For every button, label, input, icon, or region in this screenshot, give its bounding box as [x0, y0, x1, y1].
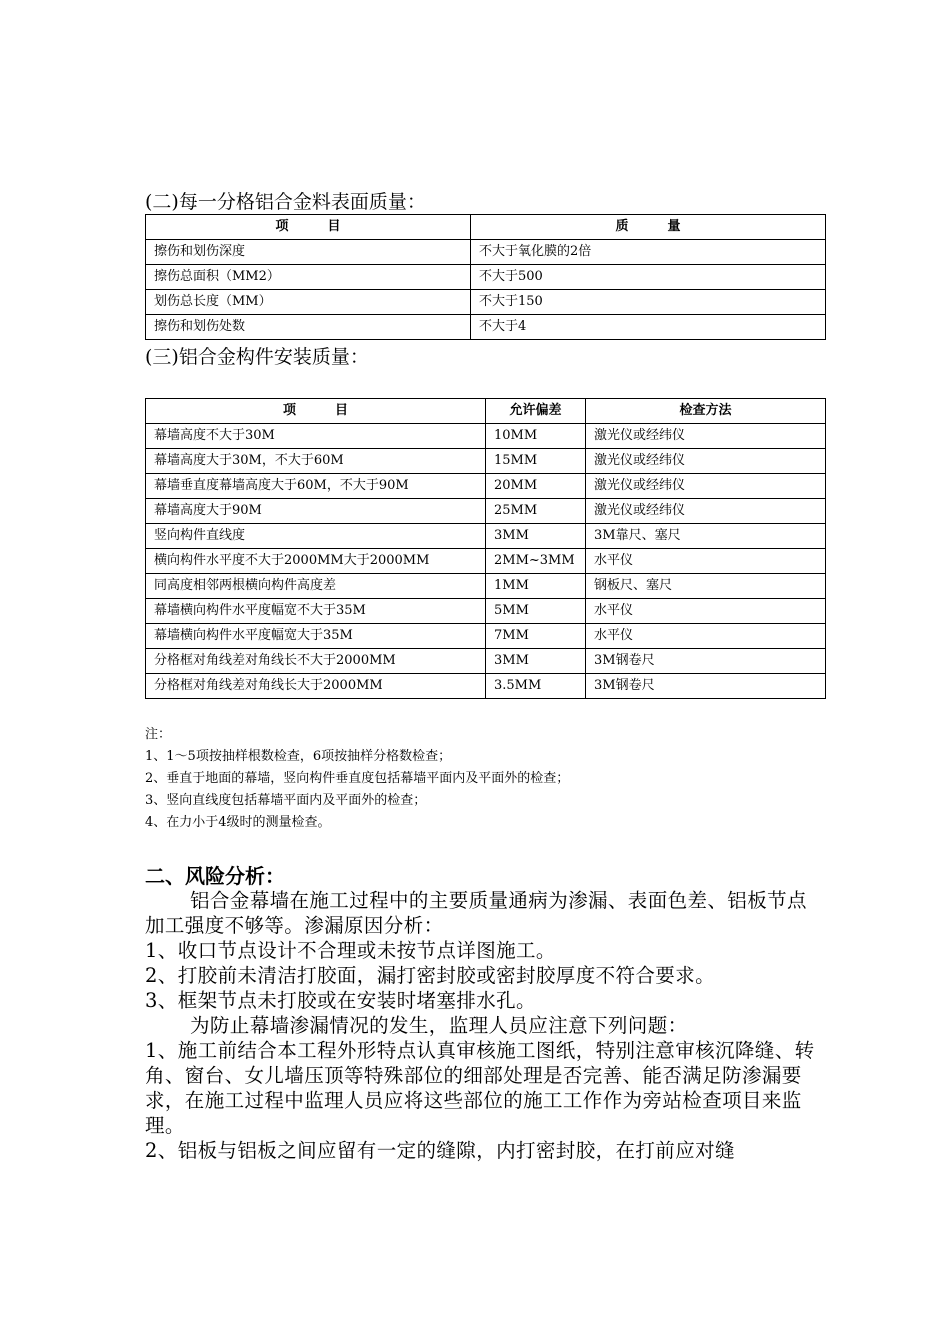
- section-2-title: (二)每一分格铝合金料表面质量：: [145, 191, 426, 213]
- method-cell: 水平仪: [586, 599, 826, 624]
- tolerance-cell: 25MM: [486, 499, 586, 524]
- column-header-tolerance: 允许偏差: [486, 399, 586, 424]
- method-cell: 钢板尺、塞尺: [586, 574, 826, 599]
- paragraph: 1、收口节点设计不合理或未按节点详图施工。: [145, 939, 556, 962]
- column-header-method: 检查方法: [586, 399, 826, 424]
- tolerance-cell: 10MM: [486, 424, 586, 449]
- quality-cell: 不大于150: [471, 290, 826, 315]
- tolerance-cell: 7MM: [486, 624, 586, 649]
- quality-cell: 不大于4: [471, 315, 826, 340]
- column-header-quality: 质 量: [471, 215, 826, 240]
- method-cell: 激光仪或经纬仪: [586, 424, 826, 449]
- paragraph: 3、框架节点未打胶或在安装时堵塞排水孔。: [145, 989, 536, 1012]
- table-row: [146, 624, 826, 649]
- table-row: [146, 449, 826, 474]
- risk-analysis-body: [145, 888, 825, 1163]
- column-header-item: 项 目: [146, 215, 471, 240]
- item-cell: 划伤总长度（MM）: [146, 290, 471, 315]
- method-cell: 3M钢卷尺: [586, 649, 826, 674]
- table-header-row: [146, 215, 826, 240]
- method-cell: 水平仪: [586, 549, 826, 574]
- method-cell: 激光仪或经纬仪: [586, 474, 826, 499]
- paragraph: 铝合金幕墙在施工过程中的主要质量通病为渗漏、表面色差、铝板节点加工强度不够等。渗漏原因分析：: [145, 889, 807, 937]
- table-row: [146, 599, 826, 624]
- note-item: 1、1～5项按抽样根数检查，6项按抽样分格数检查；: [145, 749, 452, 764]
- table-row: [146, 265, 826, 290]
- item-cell: 擦伤总面积（MM2）: [146, 265, 471, 290]
- paragraph: 2、铝板与铝板之间应留有一定的缝隙，内打密封胶，在打前应对缝: [145, 1139, 735, 1162]
- table-row: [146, 574, 826, 599]
- item-cell: 同高度相邻两根横向构件高度差: [146, 574, 486, 599]
- method-cell: 3M钢卷尺: [586, 674, 826, 699]
- table-row: [146, 674, 826, 699]
- item-cell: 幕墙横向构件水平度幅宽不大于35M: [146, 599, 486, 624]
- tolerance-cell: 3MM: [486, 524, 586, 549]
- notes-block: [145, 724, 569, 834]
- table-row: [146, 240, 826, 265]
- quality-cell: 不大于氧化膜的2倍: [471, 240, 826, 265]
- installation-quality-table: [145, 398, 826, 699]
- table-row: [146, 424, 826, 449]
- tolerance-cell: 5MM: [486, 599, 586, 624]
- quality-cell: 不大于500: [471, 265, 826, 290]
- table-row: [146, 499, 826, 524]
- tolerance-cell: 20MM: [486, 474, 586, 499]
- tolerance-cell: 1MM: [486, 574, 586, 599]
- table-row: [146, 524, 826, 549]
- item-cell: 幕墙垂直度幕墙高度大于60M，不大于90M: [146, 474, 486, 499]
- item-cell: 幕墙高度不大于30M: [146, 424, 486, 449]
- table-row: [146, 474, 826, 499]
- tolerance-cell: 3MM: [486, 649, 586, 674]
- method-cell: 水平仪: [586, 624, 826, 649]
- table-row: [146, 315, 826, 340]
- table-row: [146, 290, 826, 315]
- item-cell: 幕墙高度大于90M: [146, 499, 486, 524]
- item-cell: 擦伤和划伤处数: [146, 315, 471, 340]
- item-cell: 横向构件水平度不大于2000MM大于2000MM: [146, 549, 486, 574]
- section-3-title: (三)铝合金构件安装质量：: [145, 346, 369, 368]
- item-cell: 幕墙横向构件水平度幅宽大于35M: [146, 624, 486, 649]
- method-cell: 激光仪或经纬仪: [586, 499, 826, 524]
- paragraph: 2、打胶前未清洁打胶面，漏打密封胶或密封胶厚度不符合要求。: [145, 964, 716, 987]
- note-item: 2、垂直于地面的幕墙，竖向构件垂直度包括幕墙平面内及平面外的检查；: [145, 771, 570, 786]
- method-cell: 激光仪或经纬仪: [586, 449, 826, 474]
- paragraph: 1、施工前结合本工程外形特点认真审核施工图纸，特别注意审核沉降缝、转角、窗台、女儿墙压顶等特殊部位的细部处理是否完善、能否满足防渗漏要求，在施工过程中监理人员应将这些部位的施工工作作为旁站检查项目来监理。: [145, 1039, 815, 1137]
- paragraph: 为防止幕墙渗漏情况的发生，监理人员应注意下列问题：: [190, 1014, 688, 1037]
- tolerance-cell: 3.5MM: [486, 674, 586, 699]
- table-row: [146, 549, 826, 574]
- method-cell: 3M靠尺、塞尺: [586, 524, 826, 549]
- item-cell: 擦伤和划伤深度: [146, 240, 471, 265]
- table-row: [146, 649, 826, 674]
- surface-quality-table: [145, 214, 826, 340]
- risk-analysis-heading: 二、风险分析：: [145, 864, 285, 888]
- item-cell: 分格框对角线差对角线长不大于2000MM: [146, 649, 486, 674]
- note-item: 3、竖向直线度包括幕墙平面内及平面外的检查；: [145, 793, 427, 808]
- notes-title: 注：: [145, 727, 172, 742]
- note-item: 4、在力小于4级时的测量检查。: [145, 815, 331, 830]
- item-cell: 幕墙高度大于30M，不大于60M: [146, 449, 486, 474]
- item-cell: 竖向构件直线度: [146, 524, 486, 549]
- column-header-item: 项 目: [146, 399, 486, 424]
- table-header-row: [146, 399, 826, 424]
- tolerance-cell: 15MM: [486, 449, 586, 474]
- tolerance-cell: 2MM~3MM: [486, 549, 586, 574]
- item-cell: 分格框对角线差对角线长大于2000MM: [146, 674, 486, 699]
